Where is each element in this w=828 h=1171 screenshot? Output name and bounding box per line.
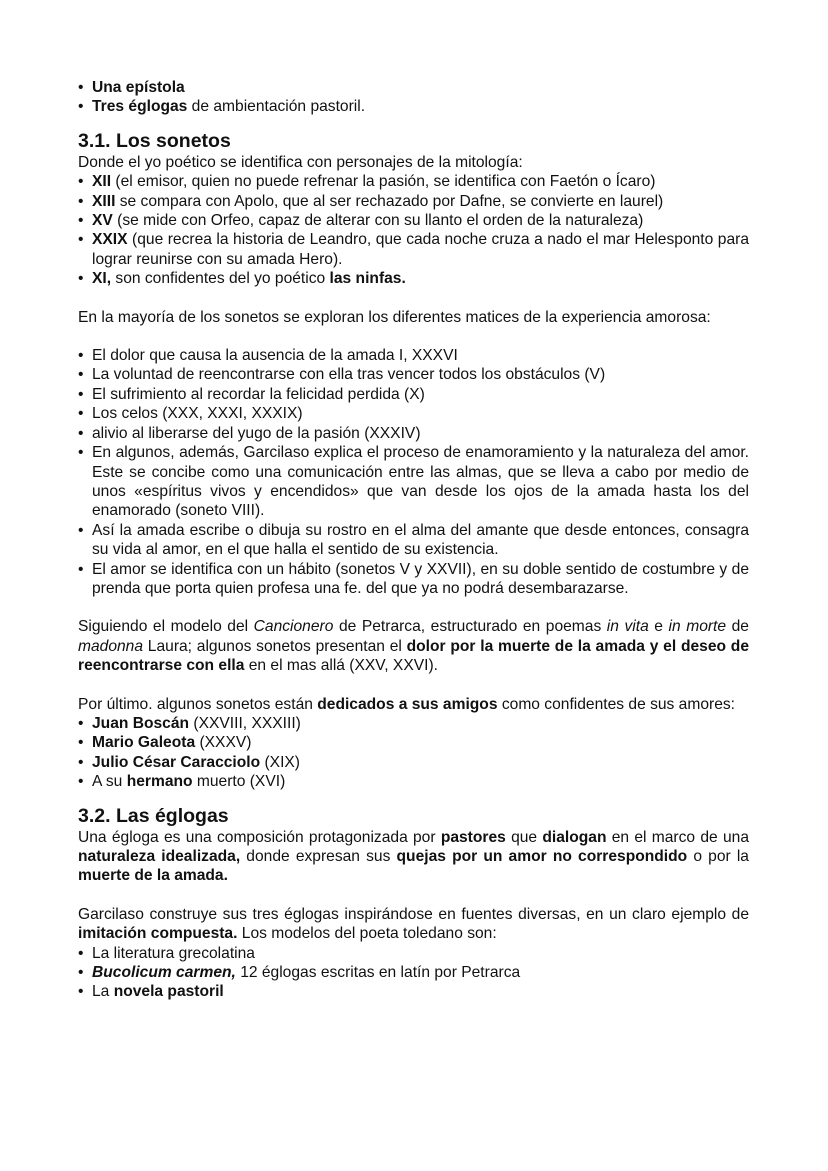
list-item: • Tres églogas de ambientación pastoril. (78, 97, 749, 116)
mitologia-list (78, 172, 749, 288)
list-item: • XI, son confidentes del yo poético las ninfas. (78, 269, 749, 288)
list-item: • El sufrimiento al recordar la felicidad perdida (X) (78, 385, 749, 404)
list-item: • Bucolicum carmen, 12 églogas escritas en latín por Petrarca (78, 963, 749, 982)
section-heading-sonetos: 3.1. Los sonetos (78, 129, 231, 152)
paragraph: Garcilaso construye sus tres églogas inspirándose en fuentes diversas, en un claro ejemplo de imitación compuesta. Los modelos del poeta toledano son: (78, 905, 749, 943)
list-item: • XII (el emisor, quien no puede refrenar la pasión, se identifica con Faetón o Ícaro) (78, 172, 749, 191)
list-item: • XIII se compara con Apolo, que al ser rechazado por Dafne, se convierte en laurel) (78, 192, 749, 211)
paragraph: Una égloga es una composición protagonizada por pastores que dialogan en el marco de una naturaleza idealizada, donde expresan sus quejas por un amor no correspondido o por la muerte de la amada. (78, 828, 749, 885)
list-item: • La novela pastoril (78, 982, 749, 1001)
list-item: • Mario Galeota (XXXV) (78, 733, 749, 752)
list-item: • alivio al liberarse del yugo de la pasión (XXXIV) (78, 424, 749, 443)
list-item: • La voluntad de reencontrarse con ella tras vencer todos los obstáculos (V) (78, 365, 749, 384)
list-item: • El amor se identifica con un hábito (sonetos V y XXVII), en su doble sentido de costumbre y de prenda que porta quien profesa una fe. del que ya no podrá desembarazarse. (78, 560, 749, 599)
paragraph: Siguiendo el modelo del Cancionero de Petrarca, estructurado en poemas in vita e in morte de madonna Laura; algunos sonetos presentan el dolor por la muerte de la amada y el deseo de reencontrarse con ella en el mas allá (XXV, XXVI). (78, 618, 749, 675)
list-item: • Julio César Caracciolo (XIX) (78, 753, 749, 772)
list-item: • El dolor que causa la ausencia de la amada I, XXXVI (78, 346, 749, 365)
list-item: • La literatura grecolatina (78, 944, 749, 963)
document-page (78, 78, 749, 1002)
list-item: • A su hermano muerto (XVI) (78, 772, 749, 791)
list-item: • Una epístola (78, 78, 749, 97)
matices-list (78, 346, 749, 598)
paragraph: En la mayoría de los sonetos se exploran los diferentes matices de la experiencia amorosa: (78, 308, 711, 326)
list-item: • Así la amada escribe o dibuja su rostro en el alma del amante que desde entonces, consagra su vida al amor, en el que halla el sentido de su existencia. (78, 521, 749, 560)
section-heading-eglogas: 3.2. Las églogas (78, 804, 229, 827)
list-item: • En algunos, además, Garcilaso explica el proceso de enamoramiento y la naturaleza del amor. Este se concibe como una comunicación entre las almas, que se lleva a cabo por medio de unos «espíritus vivos y encendidos» que van desde los ojos de la amada hasta los del enamorado (soneto VIII). (78, 443, 749, 521)
intro-list (78, 78, 749, 117)
paragraph: Por último. algunos sonetos están dedicados a sus amigos como confidentes de sus amores: (78, 695, 736, 713)
paragraph: Donde el yo poético se identifica con personajes de la mitología: (78, 153, 523, 171)
list-item: • Juan Boscán (XXVIII, XXXIII) (78, 714, 749, 733)
list-item: • XXIX (que recrea la historia de Leandro, que cada noche cruza a nado el mar Helesponto para lograr reunirse con su amada Hero). (78, 230, 749, 269)
list-item: • Los celos (XXX, XXXI, XXXIX) (78, 404, 749, 423)
list-item: • XV (se mide con Orfeo, capaz de alterar con su llanto el orden de la naturaleza) (78, 211, 749, 230)
amigos-list (78, 714, 749, 792)
modelos-list (78, 944, 749, 1002)
